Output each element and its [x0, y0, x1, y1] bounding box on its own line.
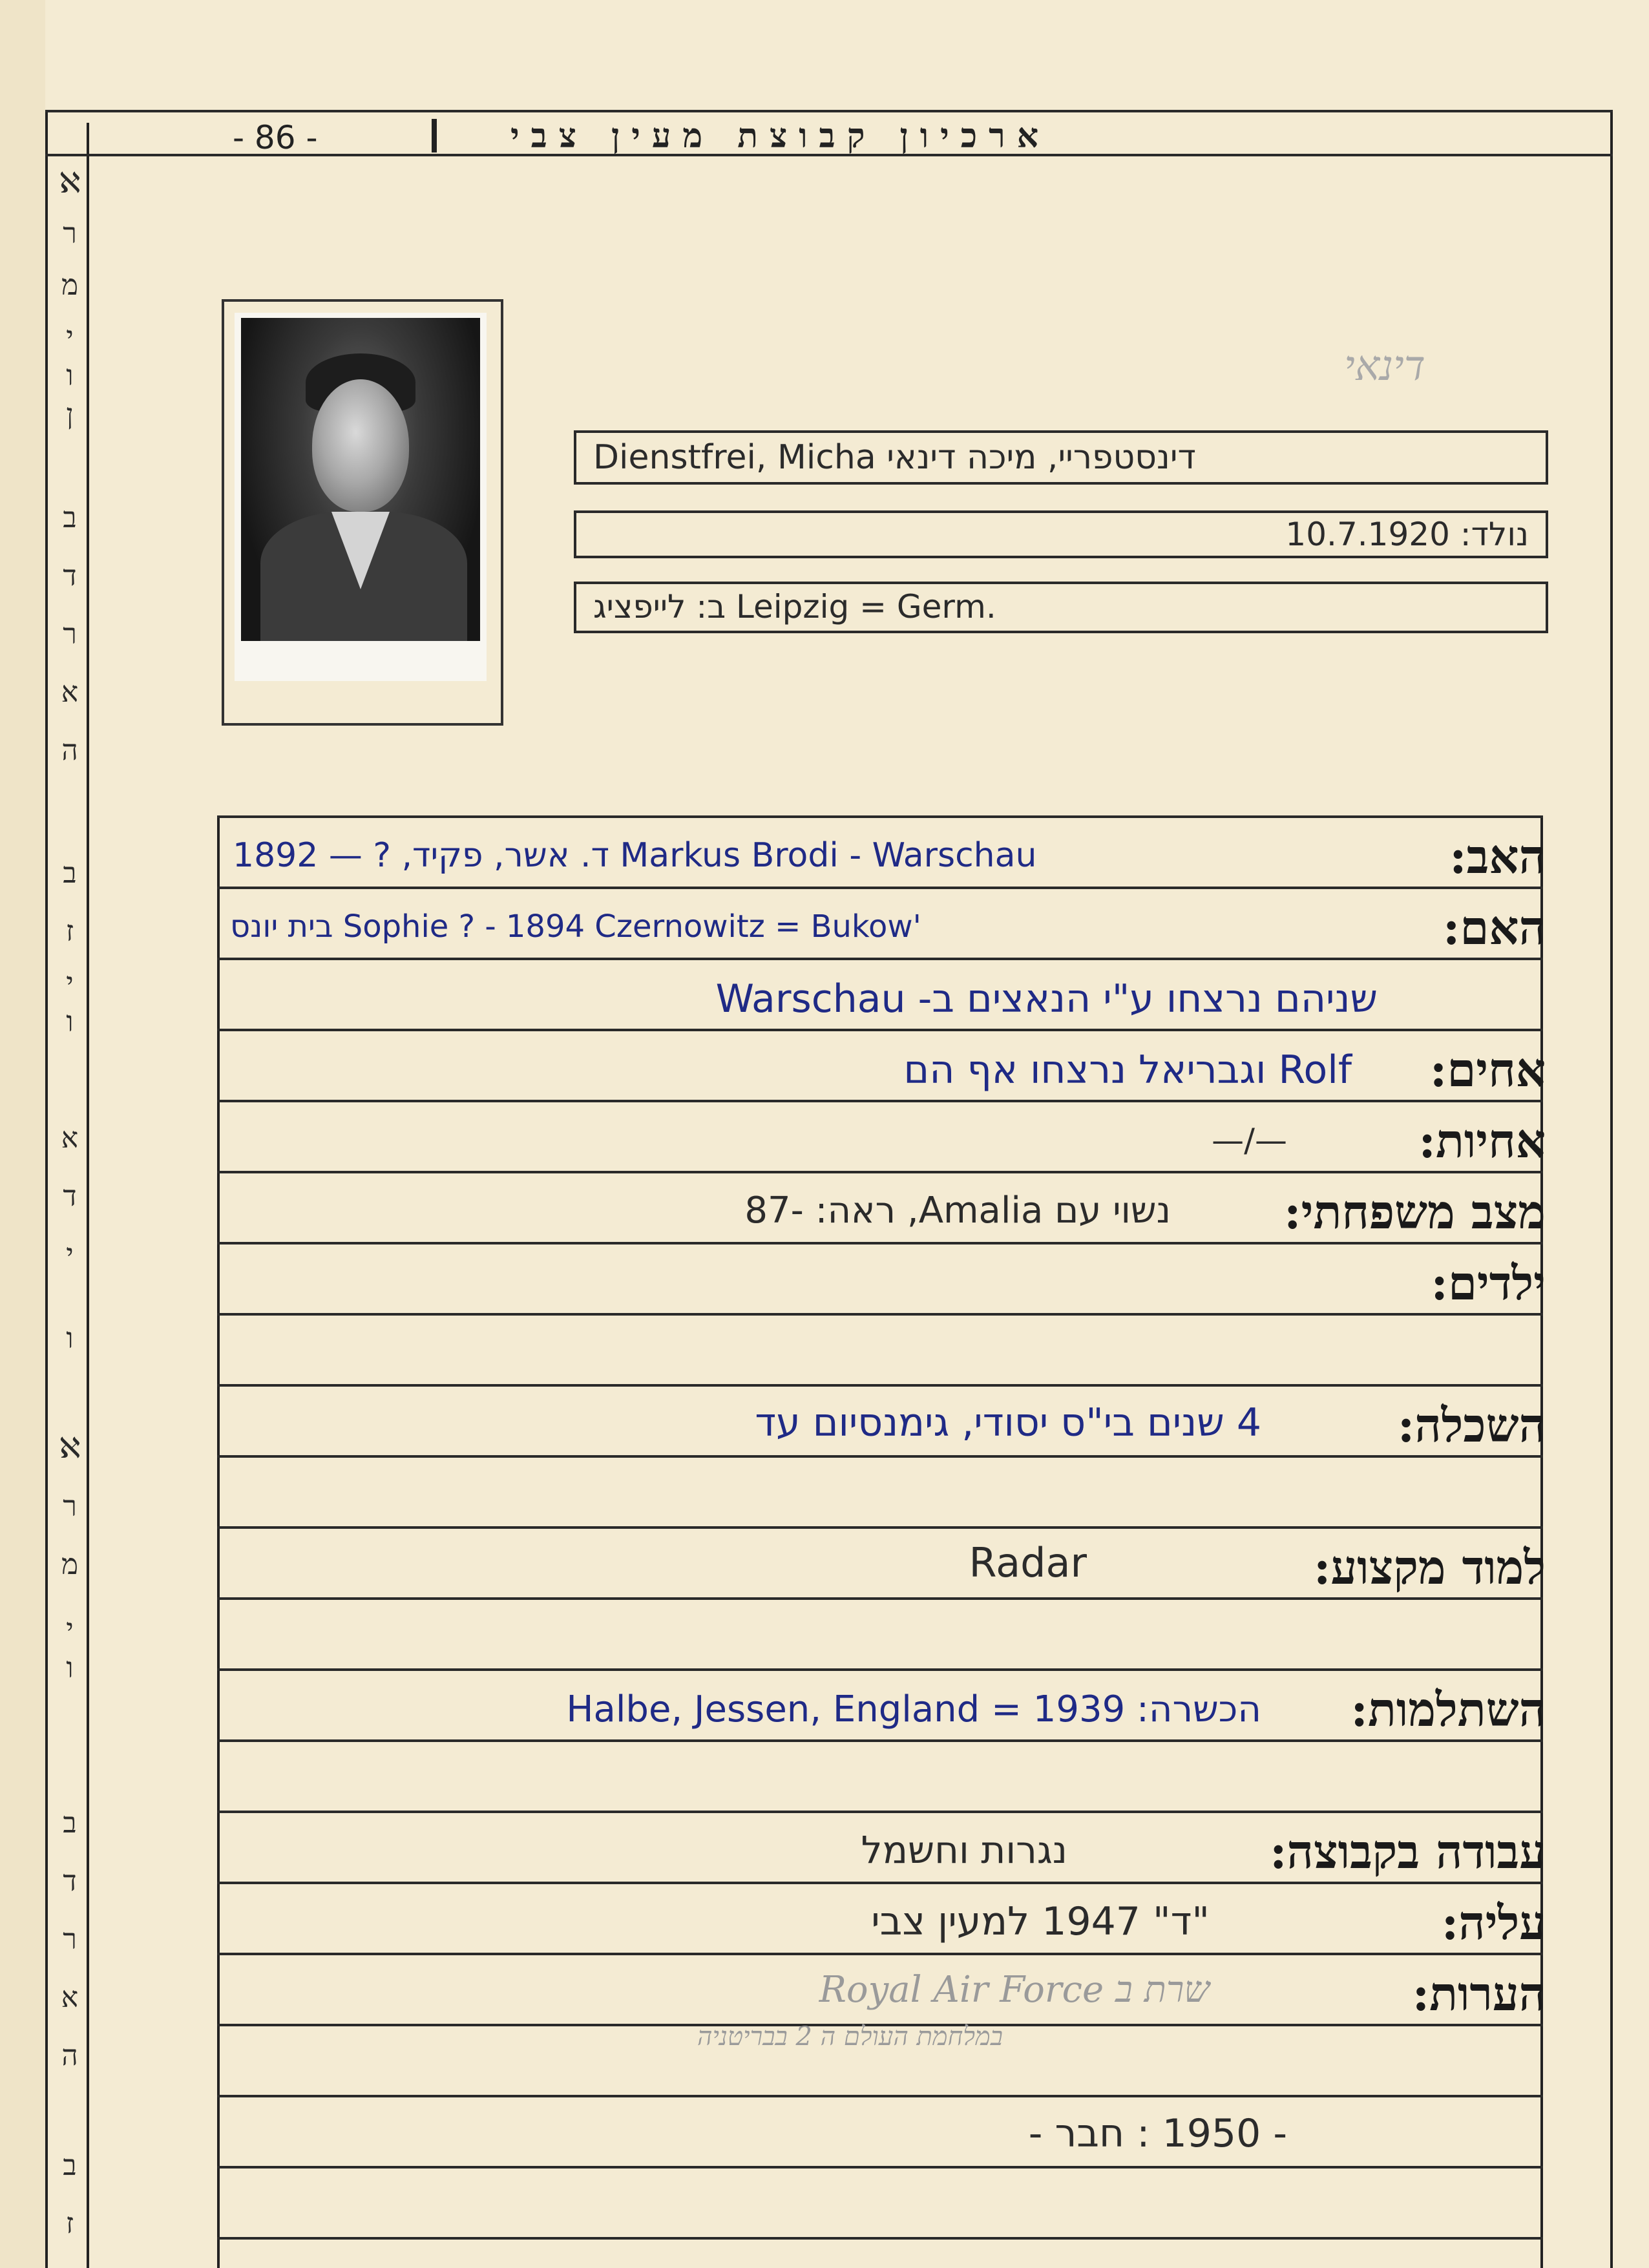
label-father: האב: — [1449, 829, 1546, 884]
page-number: - 86 - — [233, 119, 318, 156]
form-rule — [217, 2237, 1543, 2240]
form-rule — [217, 2095, 1543, 2097]
form-rule — [217, 1597, 1543, 1600]
margin-mark: י — [66, 1613, 74, 1646]
label-children: ילדים: — [1431, 1255, 1546, 1310]
form-rule — [217, 1313, 1543, 1316]
right-rule — [1610, 110, 1613, 2268]
margin-mark: י — [66, 1238, 74, 1271]
form-rule — [217, 1739, 1543, 1742]
margin-mark: מ — [61, 1548, 79, 1581]
label-further-training: השתלמות: — [1350, 1682, 1546, 1737]
archive-title: ארכיון קבוצת מעין צבי — [510, 116, 1051, 156]
margin-mark: ו — [66, 1652, 74, 1685]
birthplace-box — [574, 582, 1548, 633]
sisters-value: —/— — [1212, 1122, 1287, 1159]
margin-mark: ר — [63, 618, 77, 651]
portrait-photo — [235, 313, 487, 681]
brothers-value: Rolf וגבריאל נרצחו אף הם — [903, 1047, 1352, 1093]
education-value: 4 שנים בי"ס יסודי, גימנסיום עד — [755, 1400, 1261, 1445]
birthplace-value: ב: לייפציג Leipzig = Germ. — [593, 588, 996, 625]
form-rule — [217, 1882, 1543, 1884]
margin-mark: א — [61, 1981, 79, 2014]
margin-mark: י — [66, 320, 74, 353]
remarks-value: שרת ב Royal Air Force — [819, 1969, 1210, 2011]
work-value: נגרות וחשמל — [861, 1828, 1067, 1872]
form-rule — [217, 1242, 1543, 1244]
form-rule — [217, 1526, 1543, 1529]
margin-mark: ן — [66, 398, 74, 431]
margin-mark: ר — [63, 1490, 77, 1523]
label-brothers: אחים: — [1429, 1042, 1546, 1097]
form-rule — [217, 1668, 1543, 1671]
vocation-value: Radar — [969, 1539, 1087, 1586]
margin-mark: ℵ — [59, 167, 81, 200]
label-marital-status: מצב משפחתי: — [1284, 1184, 1546, 1239]
form-rule — [217, 1171, 1543, 1173]
margin-mark: ב — [63, 2149, 77, 2182]
marital-status-value: נשוי עם Amalia, ראה: -87 — [744, 1190, 1171, 1232]
label-education: השכלה: — [1397, 1398, 1546, 1453]
margin-mark: מ — [61, 269, 79, 302]
remarks-continued: במלחמת העולם ה 2 בבריטניה — [697, 2022, 1003, 2052]
corner-note: דינאי — [1344, 342, 1425, 390]
margin-mark: ר — [63, 1923, 77, 1956]
page-edge — [0, 0, 45, 2268]
label-work-in-kvutza: עבודה בקבוצה: — [1269, 1824, 1546, 1879]
margin-mark: ז — [65, 2207, 74, 2240]
margin-mark: ד — [63, 1865, 77, 1898]
form-rule — [217, 1384, 1543, 1387]
form-rule — [217, 1029, 1543, 1031]
mother-value: בית יונס Sophie ? - 1894 Czernowitz = Bukow' — [230, 908, 921, 945]
parents-fate-value: שניהם נרצחו ע"י הנאצים ב- Warschau — [715, 976, 1378, 1022]
born-box — [574, 510, 1548, 558]
label-sisters: אחיות: — [1418, 1113, 1546, 1168]
label-aliya: עליה: — [1441, 1895, 1546, 1950]
margin-mark: ו — [66, 359, 74, 392]
inner-left-rule — [87, 123, 89, 2268]
father-value: ד. אשר, פקיד, ? — 1892 Markus Brodi - Warschau — [233, 836, 1037, 875]
margin-mark: ב — [63, 857, 77, 890]
form-rule — [217, 1811, 1543, 1813]
margin-mark: א — [61, 1122, 79, 1155]
margin-mark: ז — [65, 915, 74, 948]
born-value: נולד: 10.7.1920 — [1285, 516, 1529, 553]
margin-mark: ד — [63, 1180, 77, 1213]
outer-left-rule — [45, 110, 48, 2268]
form-rule — [217, 1455, 1543, 1458]
member-since-value: - 1950 : חבר - — [1028, 2111, 1287, 2156]
margin-mark: ב — [63, 1807, 77, 1840]
top-rule — [45, 110, 1613, 112]
form-left-border — [217, 815, 220, 2268]
form-rule — [217, 887, 1543, 889]
label-remarks: הערות: — [1412, 1966, 1546, 2021]
name-box — [574, 430, 1548, 485]
form-rule — [217, 2166, 1543, 2168]
label-mother: האם: — [1442, 900, 1546, 955]
margin-mark: ה — [61, 734, 78, 767]
further-training-value: הכשרה: Halbe, Jessen, England = 1939 — [566, 1688, 1261, 1730]
margin-mark: ד — [63, 560, 77, 593]
form-rule — [217, 958, 1543, 960]
header-divider — [432, 119, 437, 152]
margin-mark: ו — [66, 1322, 74, 1355]
margin-mark: ה — [61, 2039, 78, 2072]
form-rule — [217, 815, 1543, 818]
margin-mark: א — [61, 676, 79, 709]
name-value: Dienstfrei, Micha דינסטפריי, מיכה דינאי — [593, 438, 1196, 477]
margin-mark: י — [66, 967, 74, 1000]
form-rule — [217, 1100, 1543, 1102]
margin-mark: ℵ — [59, 1432, 81, 1465]
margin-mark: ב — [63, 501, 77, 534]
label-vocational-training: למוד מקצוע: — [1313, 1540, 1546, 1595]
aliya-value: "ד" 1947 למעין צבי — [871, 1899, 1210, 1944]
margin-mark: ו — [66, 1005, 74, 1038]
form-rule — [217, 1953, 1543, 1955]
margin-mark: ר — [63, 217, 77, 250]
